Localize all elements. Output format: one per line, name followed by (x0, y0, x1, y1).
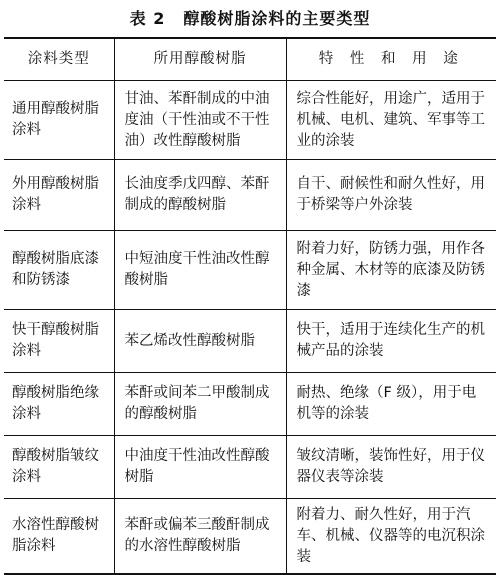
header-coating-type: 涂料类型 (4, 38, 114, 81)
cell-properties-uses: 自干、耐候性和耐久性好，用于桥梁等户外涂装 (286, 160, 496, 231)
table-row (4, 499, 496, 575)
cell-properties-uses: 皱纹清晰，装饰性好，用于仪器仪表等涂装 (286, 436, 496, 499)
table-caption (0, 6, 500, 29)
cell-coating-type: 醇酸树脂皱纹涂料 (4, 436, 114, 499)
cell-properties-uses: 附着力、耐久性好，用于汽车、机械、仪器等的电沉积涂装 (286, 499, 496, 575)
cell-properties-uses: 附着力好，防锈力强，用作各种金属、木材等的底漆及防锈漆 (286, 231, 496, 310)
table-row (4, 373, 496, 436)
header-alkyd-resin: 所用醇酸树脂 (114, 38, 286, 81)
table-row (4, 310, 496, 373)
table-row (4, 160, 496, 231)
table-row (4, 81, 496, 160)
cell-alkyd-resin: 苯酐或间苯二甲酸制成的醇酸树脂 (114, 373, 286, 436)
cell-coating-type: 外用醇酸树脂涂料 (4, 160, 114, 231)
cell-alkyd-resin: 苯酐或偏苯三酸酐制成的水溶性醇酸树脂 (114, 499, 286, 575)
table-row (4, 436, 496, 499)
cell-properties-uses: 快干，适用于连续化生产的机械产品的涂装 (286, 310, 496, 373)
cell-properties-uses: 综合性能好，用途广，适用于机械、电机、建筑、军事等工业的涂装 (286, 81, 496, 160)
cell-alkyd-resin: 中油度干性油改性醇酸树脂 (114, 436, 286, 499)
table-header-row (4, 38, 496, 81)
table-number: 表 2 (129, 9, 166, 28)
cell-coating-type: 快干醇酸树脂涂料 (4, 310, 114, 373)
coating-types-table (4, 37, 496, 575)
cell-alkyd-resin: 甘油、苯酐制成的中油度油（干性油或不干性油）改性醇酸树脂 (114, 81, 286, 160)
header-properties-uses: 特 性 和 用 途 (286, 38, 496, 81)
cell-alkyd-resin: 长油度季戊四醇、苯酐制成的醇酸树脂 (114, 160, 286, 231)
cell-coating-type: 水溶性醇酸树脂涂料 (4, 499, 114, 575)
cell-coating-type: 醇酸树脂绝缘涂料 (4, 373, 114, 436)
table-title: 醇酸树脂涂料的主要类型 (183, 9, 371, 28)
cell-coating-type: 通用醇酸树脂涂料 (4, 81, 114, 160)
table-row (4, 231, 496, 310)
cell-alkyd-resin: 中短油度干性油改性醇酸树脂 (114, 231, 286, 310)
cell-coating-type: 醇酸树脂底漆和防锈漆 (4, 231, 114, 310)
cell-alkyd-resin: 苯乙烯改性醇酸树脂 (114, 310, 286, 373)
cell-properties-uses: 耐热、绝缘（F 级），用于电机等的涂装 (286, 373, 496, 436)
